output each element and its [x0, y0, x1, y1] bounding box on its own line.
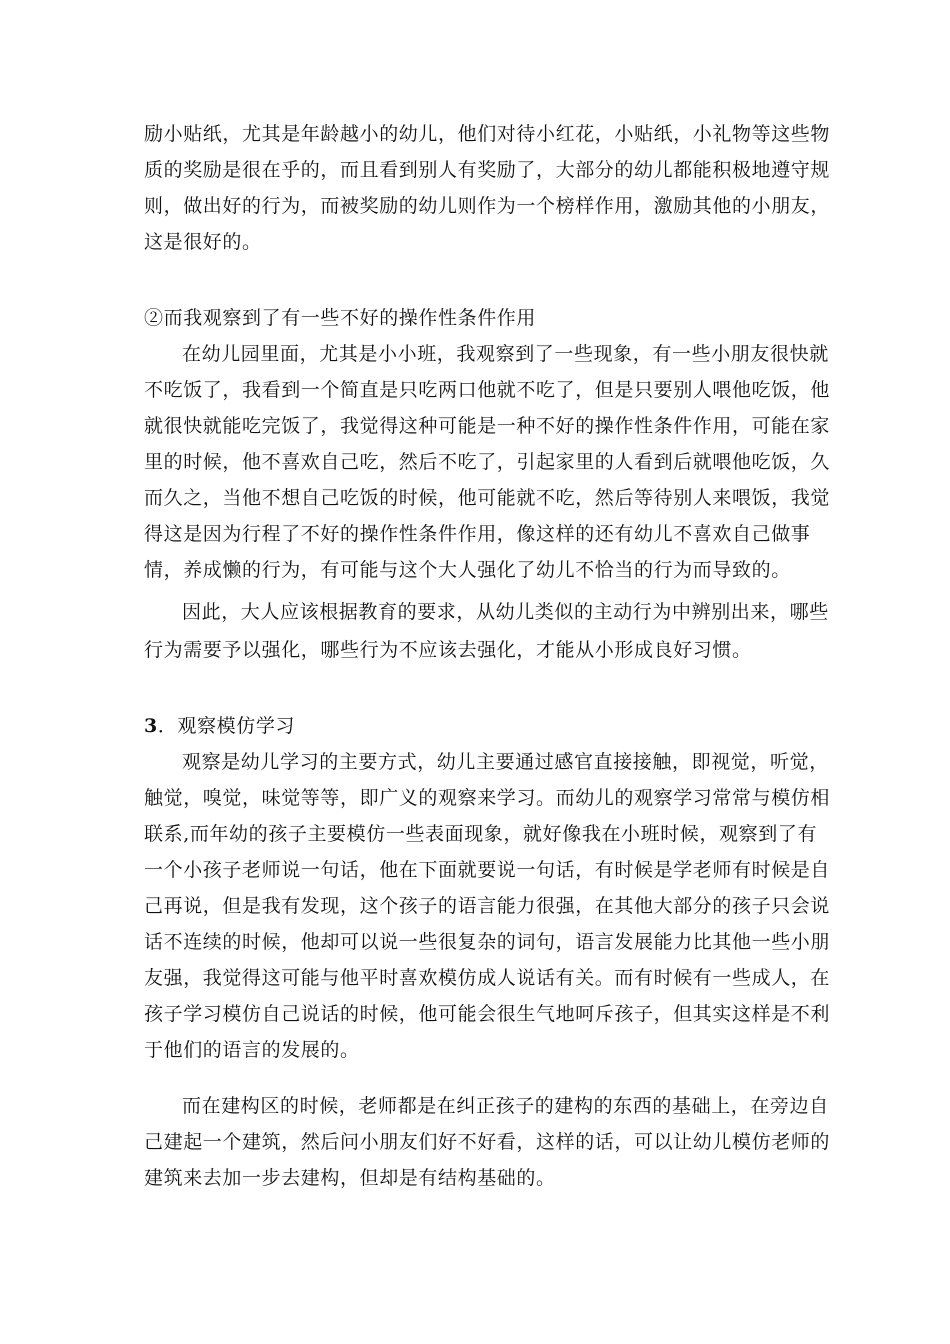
paragraph-line: 己建起一个建筑，然后问小朋友们好不好看，这样的话，可以让幼儿模仿老师的: [144, 1131, 831, 1153]
paragraph-line: 励小贴纸，尤其是年龄越小的幼儿，他们对待小红花，小贴纸，小礼物等这些物: [144, 123, 831, 145]
paragraph-line: 联系,而年幼的孩子主要模仿一些表面现象，就好像我在小班时候，观察到了有: [144, 823, 818, 845]
paragraph-line: 触觉，嗅觉，味觉等等，即广义的观察来学习。而幼儿的观察学习常常与模仿相: [144, 787, 831, 809]
paragraph-line: 因此，大人应该根据教育的要求，从幼儿类似的主动行为中辨别出来，哪些: [182, 601, 829, 623]
paragraph-line: 这是很好的。: [144, 231, 262, 253]
paragraph-line: 而在建构区的时候，老师都是在纠正孩子的建构的东西的基础上，在旁边自: [182, 1095, 829, 1117]
paragraph-line: 在幼儿园里面，尤其是小小班，我观察到了一些现象，有一些小朋友很快就: [182, 343, 829, 365]
paragraph-line: 得这是因为行程了不好的操作性条件作用，像这样的还有幼儿不喜欢自己做事: [144, 523, 811, 545]
paragraph-line: 一个小孩子老师说一句话，他在下面就要说一句话，有时候是学老师有时候是自: [144, 859, 831, 881]
paragraph-line: 不吃饭了，我看到一个简直是只吃两口他就不吃了，但是只要别人喂他吃饭，他: [144, 379, 831, 401]
paragraph-line: 话不连续的时候，他却可以说一些很复杂的词句，语言发展能力比其他一些小朋: [144, 931, 831, 953]
paragraph-line: 情，养成懒的行为，有可能与这个大人强化了幼儿不恰当的行为而导致的。: [144, 559, 791, 581]
paragraph-line: 观察是幼儿学习的主要方式，幼儿主要通过感官直接接触，即视觉，听觉，: [182, 751, 829, 773]
section-title: ．观察模仿学习: [157, 715, 296, 737]
paragraph-line: 建筑来去加一步去建构，但却是有结构基础的。: [144, 1167, 556, 1189]
paragraph-line: 己再说，但是我有发现，这个孩子的语言能力很强，在其他大部分的孩子只会说: [144, 895, 831, 917]
paragraph-line: 行为需要予以强化，哪些行为不应该去强化，才能从小形成良好习惯。: [144, 639, 752, 661]
paragraph-line: 而久之，当他不想自己吃饭的时候，他可能就不吃，然后等待别人来喂饭，我觉: [144, 487, 831, 509]
paragraph-line: 里的时候，他不喜欢自己吃，然后不吃了，引起家里的人看到后就喂他吃饭，久: [144, 451, 831, 473]
paragraph-line: 孩子学习模仿自己说话的时候，他可能会很生气地呵斥孩子，但其实这样是不利: [144, 1003, 831, 1025]
paragraph-line: 就很快就能吃完饭了，我觉得这种可能是一种不好的操作性条件作用，可能在家: [144, 415, 831, 437]
section-number: 3: [144, 715, 158, 737]
paragraph-line: 于他们的语言的发展的。: [144, 1039, 360, 1061]
paragraph-line: 质的奖励是很在乎的，而且看到别人有奖励了，大部分的幼儿都能积极地遵守规: [144, 159, 831, 181]
paragraph-line: 友强，我觉得这可能与他平时喜欢模仿成人说话有关。而有时候有一些成人，在: [144, 967, 831, 989]
subheading: ②而我观察到了有一些不好的操作性条件作用: [144, 307, 537, 329]
paragraph-line: 则，做出好的行为，而被奖励的幼儿则作为一个榜样作用，激励其他的小朋友，: [144, 195, 831, 217]
section-heading: [144, 714, 295, 738]
